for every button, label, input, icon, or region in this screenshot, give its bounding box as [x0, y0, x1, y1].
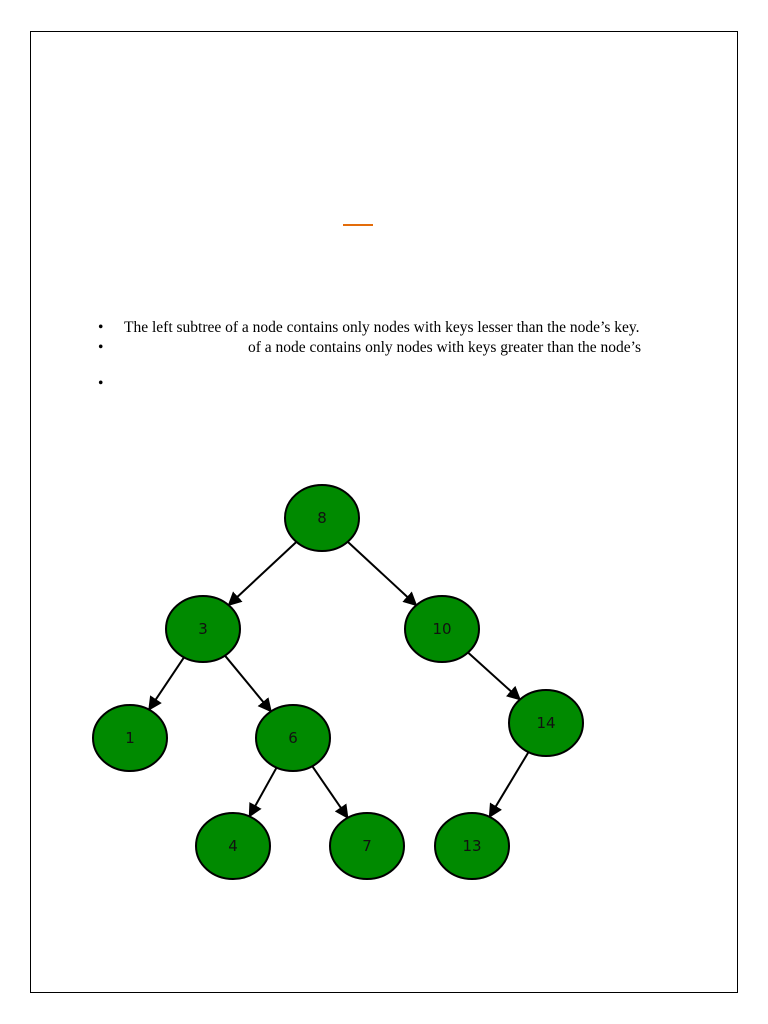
tree-node-label: 6 — [288, 729, 298, 747]
tree-edge-arrow — [149, 657, 184, 709]
bullet-text: of a node contains only nodes with keys greater than the node’s — [248, 339, 641, 356]
tree-node-label: 3 — [198, 620, 208, 638]
tree-node-label: 13 — [462, 837, 482, 855]
bullet-text: The left subtree of a node contains only nodes with keys lesser than the node’s key. — [124, 319, 640, 336]
tree-node-label: 7 — [362, 837, 372, 855]
tree-node-label: 14 — [536, 714, 556, 732]
tree-node-label: 8 — [317, 509, 327, 527]
tree-node-14 — [509, 690, 583, 756]
tree-node-label: 1 — [125, 729, 135, 747]
tree-edge-arrow — [225, 656, 271, 712]
tree-edge-arrow — [489, 752, 528, 817]
tree-edge-arrow — [312, 766, 347, 818]
tree-node-3 — [166, 596, 240, 662]
tree-node-8 — [285, 485, 359, 551]
tree-node-label: 4 — [228, 837, 238, 855]
tree-node-10 — [405, 596, 479, 662]
tree-node-4 — [196, 813, 270, 879]
tree-node-label: 10 — [432, 620, 452, 638]
tree-edge-arrow — [249, 768, 276, 817]
tree-edge-arrow — [348, 542, 417, 605]
tree-node-7 — [330, 813, 404, 879]
bullet-marker: • — [98, 339, 104, 356]
tree-node-13 — [435, 813, 509, 879]
tree-edge-arrow — [468, 652, 520, 699]
bullet-marker: • — [98, 319, 104, 336]
tree-node-6 — [256, 705, 330, 771]
tree-node-1 — [93, 705, 167, 771]
tree-edge-arrow — [229, 542, 297, 605]
bullet-marker: • — [98, 375, 104, 392]
